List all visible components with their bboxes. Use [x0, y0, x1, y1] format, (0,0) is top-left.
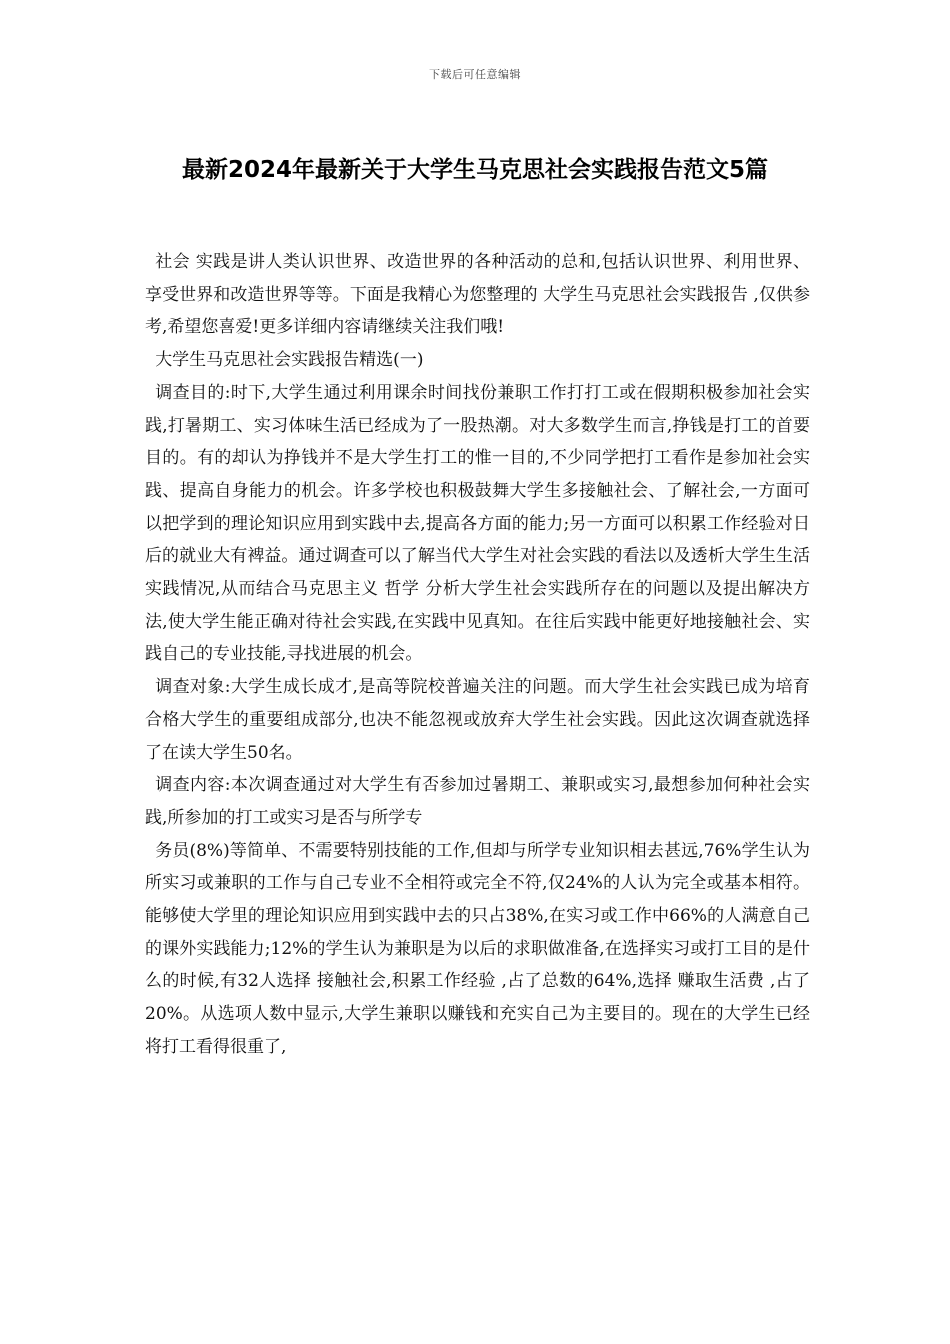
survey-content-paragraph: 调查内容:本次调查通过对大学生有否参加过暑期工、兼职或实习,最想参加何种社会实践,所参加的打工或实习是否与所学专: [145, 775, 810, 828]
header-note: 下载后可任意编辑: [429, 68, 521, 81]
document-body: [145, 246, 810, 1064]
document-title: 最新2024年最新关于大学生马克思社会实践报告范文5篇: [181, 157, 769, 183]
section-heading: 大学生马克思社会实践报告精选(一): [155, 350, 424, 371]
survey-results-paragraph: 务员(8%)等简单、不需要特别技能的工作,但却与所学专业知识相去甚远,76%学生认为所实习或兼职的工作与自己专业不全相符或完全不符,仅24%的人认为完全或基本相符。能够使大学里的理论知识应用到实践中去的只占38%,在实习或工作中66%的人满意自己的课外实践能力;12%的学生认为兼职是为以后的求职做准备,在选择实习或打工目的是什么的时候,有32人选择 接触社会,积累工作经验 ,占了总数的64%,选择 赚取生活费 ,占了20%。从选项人数中显示,大学生兼职以赚钱和充实自己为主要目的。现在的大学生已经将打工看得很重了,: [145, 840, 810, 1057]
intro-paragraph: 社会 实践是讲人类认识世界、改造世界的各种活动的总和,包括认识世界、利用世界、享受世界和改造世界等等。下面是我精心为您整理的 大学生马克思社会实践报告 ,仅供参考,希望您喜爱!更多详细内容请继续关注我们哦!: [145, 252, 810, 338]
survey-subject-paragraph: 调查对象:大学生成长成才,是高等院校普遍关注的问题。而大学生社会实践已成为培育合格大学生的重要组成部分,也决不能忽视或放弃大学生社会实践。因此这次调查就选择了在读大学生50名。: [145, 677, 810, 763]
survey-purpose-paragraph: 调查目的:时下,大学生通过利用课余时间找份兼职工作打打工或在假期积极参加社会实践,打暑期工、实习体味生活已经成为了一股热潮。对大多数学生而言,挣钱是打工的首要目的。有的却认为挣钱并不是大学生打工的惟一目的,不少同学把打工看作是参加社会实践、提高自身能力的机会。许多学校也积极鼓舞大学生多接触社会、了解社会,一方面可以把学到的理论知识应用到实践中去,提高各方面的能力;另一方面可以积累工作经验对日后的就业大有裨益。通过调查可以了解当代大学生对社会实践的看法以及透析大学生生活实践情况,从而结合马克思主义 哲学 分析大学生社会实践所存在的问题以及提出解决方法,使大学生能正确对待社会实践,在实践中见真知。在往后实践中能更好地接触社会、实践自己的专业技能,寻找进展的机会。: [145, 382, 810, 665]
